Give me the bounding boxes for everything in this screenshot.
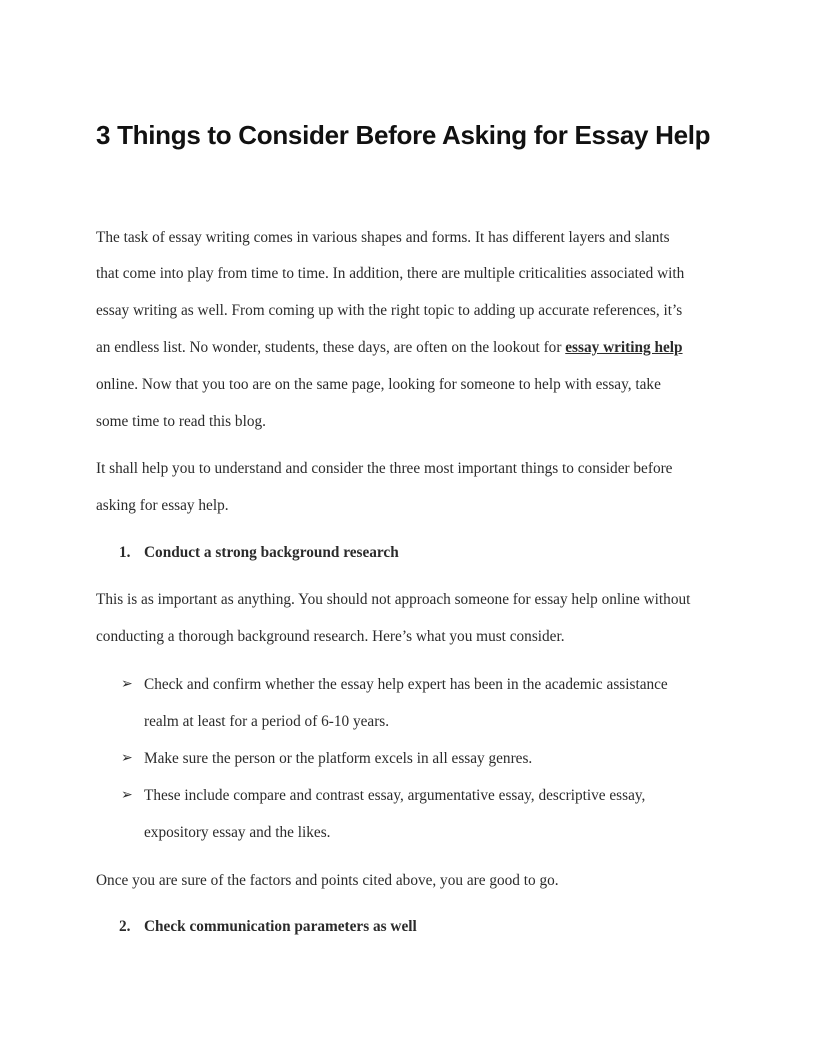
para2-line-1: It shall help you to understand and consider the three most important things to consider before	[96, 460, 673, 477]
intro-line-4-text: an endless list. No wonder, students, these days, are often on the lookout for	[96, 339, 566, 356]
arrow-bullet-icon: ➢	[121, 677, 133, 692]
bullet-3-line-2: expository essay and the likes.	[144, 824, 331, 841]
section-1-closing: Once you are sure of the factors and points cited above, you are good to go.	[96, 872, 559, 889]
intro-line-4	[96, 338, 683, 358]
section-2-heading	[119, 917, 417, 937]
bullet-1-line-1: Check and confirm whether the essay help expert has been in the academic assistance	[144, 676, 668, 693]
bullet-1-line-2: realm at least for a period of 6-10 years.	[144, 713, 390, 730]
section-2-heading-text: Check communication parameters as well	[144, 918, 417, 935]
para2-line-2: asking for essay help.	[96, 497, 229, 514]
section-2-number: 2.	[119, 918, 131, 935]
essay-writing-help-link[interactable]: essay writing help	[565, 339, 683, 356]
section-1-para-line-2: conducting a thorough background research. Here’s what you must consider.	[96, 628, 565, 645]
section-1-heading	[119, 543, 399, 563]
intro-line-3: essay writing as well. From coming up with the right topic to adding up accurate references, it’s	[96, 302, 683, 319]
intro-line-6: some time to read this blog.	[96, 413, 266, 430]
intro-line-2: that come into play from time to time. In addition, there are multiple criticalities associated with	[96, 265, 685, 282]
intro-line-1: The task of essay writing comes in various shapes and forms. It has different layers and slants	[96, 229, 670, 246]
bullet-2-line-1: Make sure the person or the platform excels in all essay genres.	[144, 750, 533, 767]
intro-line-5: online. Now that you too are on the same page, looking for someone to help with essay, take	[96, 376, 661, 393]
bullet-3-line-1: These include compare and contrast essay, argumentative essay, descriptive essay,	[144, 787, 646, 804]
document-title: 3 Things to Consider Before Asking for Essay Help	[96, 120, 711, 150]
section-1-number: 1.	[119, 544, 131, 561]
section-1-heading-text: Conduct a strong background research	[144, 544, 399, 561]
arrow-bullet-icon: ➢	[121, 751, 133, 766]
section-1-para-line-1: This is as important as anything. You should not approach someone for essay help online without	[96, 591, 691, 608]
arrow-bullet-icon: ➢	[121, 788, 133, 803]
